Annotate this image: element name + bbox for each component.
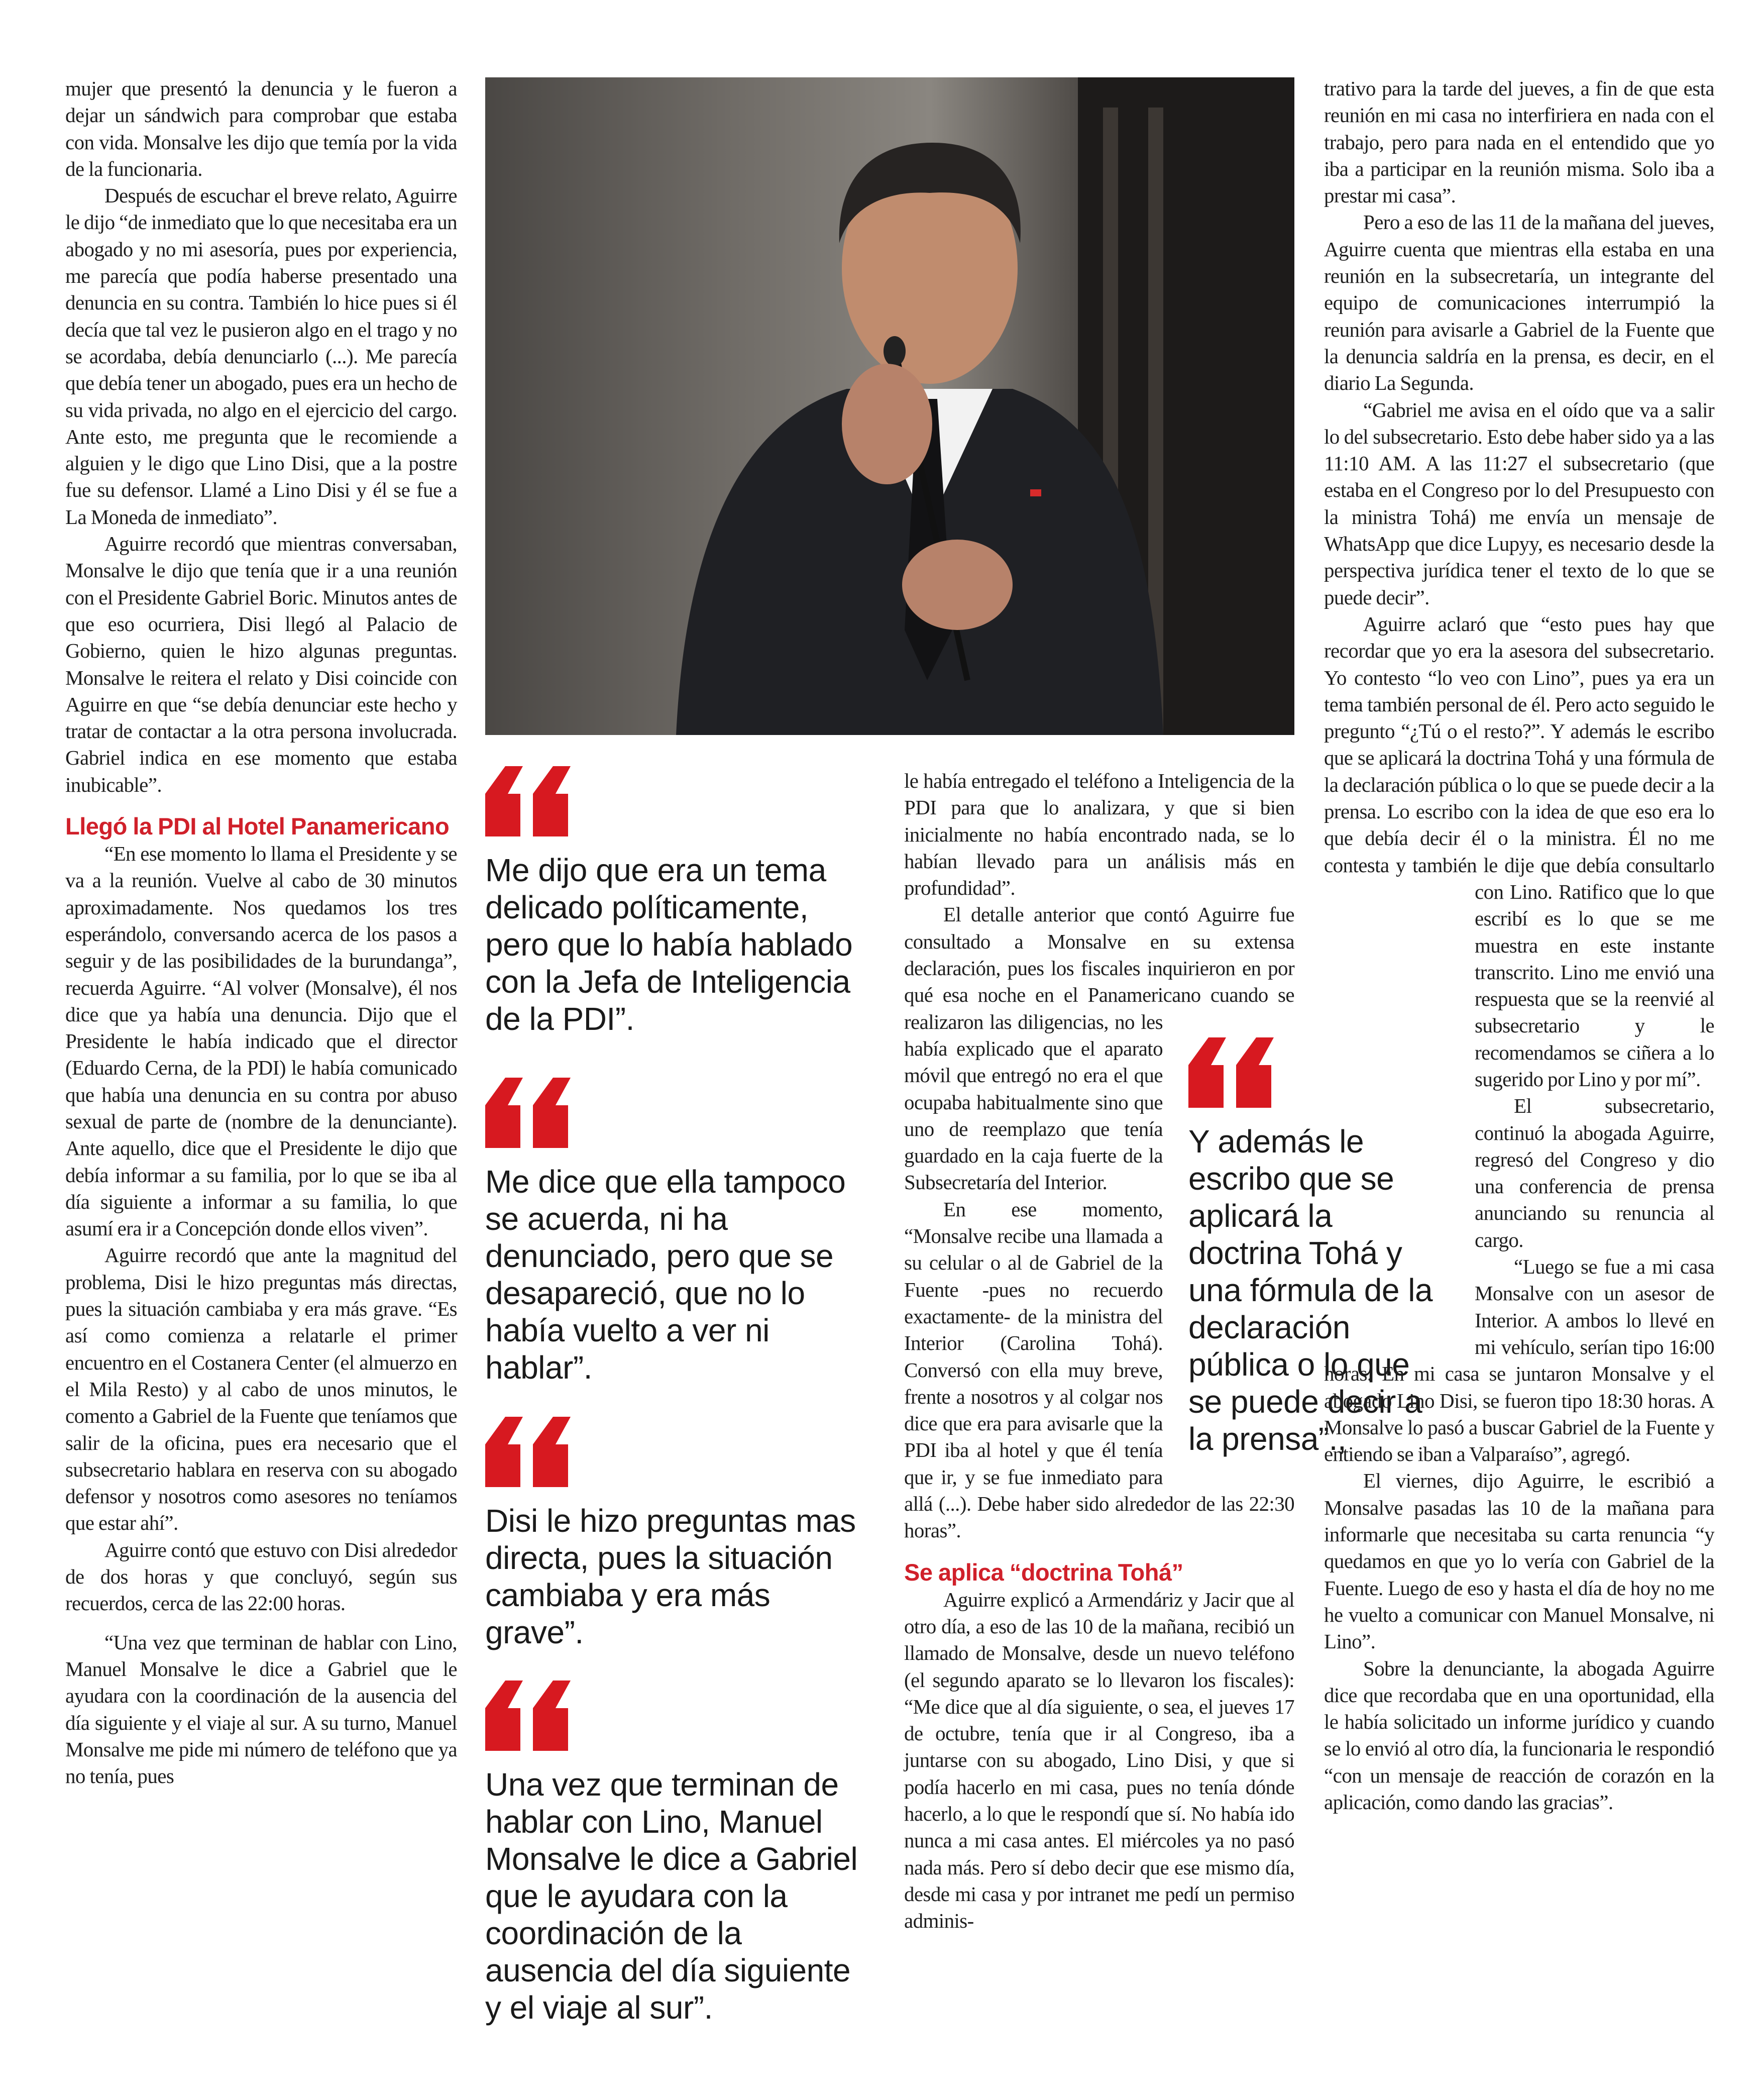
paragraph: “Una vez que terminan de hablar con Lino, Manuel Monsalve le dice a Gabriel que le ayudara con la coordinación de la ausencia del día siguiente y el viaje al sur. A su turno, Manuel Monsalve me pide mi número de teléfono que ya no tenía, pues bbox=[65, 1630, 457, 1788]
pull-quote-spacer bbox=[1324, 879, 1475, 1360]
paragraph: Aguirre recordó que ante la magnitud del problema, Disi le hizo preguntas más directas, pues la situación cambiaba y era más grave. “Es así como comienza a relatarle el primer encuentro en el Costanera Center (el almuerzo en el Mila Resto) y al cabo de unos minutos, le comento a Gabriel de la Fuente que teníamos que salir de la oficina, pues era necesario que el subsecretario hablara en reserva con su abogado defensor y nosotros como asesores no teníamos que estar ahí”. bbox=[65, 1243, 457, 1535]
paragraph: El viernes, dijo Aguirre, le escribió a Monsalve pasadas las 10 de la mañana para informarle que necesitaba su carta renuncia “y quedamos en que yo lo vería con Gabriel de la Fuente. Luego de eso y hasta el día de hoy no me he vuelto a comunicar con Manuel Monsalve, ni Lino”. bbox=[1324, 1469, 1714, 1653]
man-speaking-into-microphone-image bbox=[485, 77, 1294, 735]
pull-quote bbox=[485, 1681, 867, 2026]
pull-quote-text: Me dijo que era un tema delicado políticamente, pero que lo había hablado con la Jefa de Inteligencia de la PDI”. bbox=[485, 852, 853, 1037]
pull-quote bbox=[485, 1078, 867, 1386]
article-column-1 bbox=[65, 75, 457, 1790]
pull-quote-text: Disi le hizo preguntas mas directa, pues la situación cambiaba y era más grave”. bbox=[485, 1503, 856, 1650]
quote-mark-icon bbox=[485, 1681, 571, 1751]
paragraph: Después de escuchar el breve relato, Aguirre le dijo “de inmediato que lo que necesitaba era un abogado y no mi asesoría, pues por experiencia, me parecía que podía haberse presentado una denuncia en su contra. También lo hice pues si él decía que tal vez le pusieron algo en el trago y no se acordaba, debía denunciarlo (...). Me parecía que debía tener un abogado, pues era un hecho de su vida privada, no algo en el ejercicio del cargo. Ante esto, me pregunta que le recomiende a alguien y le digo que Lino Disi, que a la postre fue su defensor. Llamé a Lino Disi y él se fue a La Moneda de inmediato”. bbox=[65, 184, 457, 529]
article-column-4 bbox=[1324, 75, 1714, 1816]
paragraph-part: cuando se realizaron las diligencias, no les había explicado que el aparato móvil que entregó no era el que ocupaba habitualmente sino que uno de reemplazo que tenía guardado en la caja fuerte de la Subsecretaría del Interior. bbox=[904, 983, 1294, 1194]
paragraph: “Gabriel me avisa en el oído que va a salir lo del subsecretario. Esto debe haber sido ya a las 11:10 AM. A las 11:27 el subsecretario (que estaba en el Congreso por lo del Presupuesto con la ministra Tohá) me envía un mensaje de WhatsApp que dice Lupyy, es necesario desde la perspectiva jurídica tener el texto de lo que se puede decir”. bbox=[1324, 398, 1714, 609]
paragraph-part: El detalle anterior que contó Aguirre fue consultado a Monsalve en su extensa declaración, pues los fiscales inquirieron en por qué esa noche en el Panamericano bbox=[904, 903, 1294, 1007]
paragraph: Pero a eso de las 11 de la mañana del jueves, Aguirre cuenta que mientras ella estaba en una reunión en la subsecretaría, un integrante del equipo de comunicaciones interrumpió la reunión para avisarle a Gabriel de la Fuente que la denuncia saldría en la prensa, es decir, en el diario La Segunda. bbox=[1324, 211, 1714, 395]
paragraph bbox=[1324, 611, 1714, 1093]
paragraph: En ese momento, “Monsalve recibe una llamada a su celular o al de Gabriel de la Fuente -pues no recuerdo exactamente- de la ministra del Interior (Carolina Tohá). Conversó con ella muy breve, frente a nosotros y al colgar nos dice que era para avisarle que la PDI iba al hotel y que él tenía que ir, y se fue inmediato para allá (...). Debe haber sido alrededor de las 22:30 horas”. bbox=[904, 1197, 1294, 1542]
pull-quote-spacer bbox=[1163, 1009, 1294, 1490]
quote-mark-icon bbox=[485, 1078, 571, 1148]
paragraph: Sobre la denunciante, la abogada Aguirre dice que recordaba que en una oportunidad, ella le había solicitado un informe jurídico y cuando se lo envió al otro día, la funcionaria le respondió “con un mensaje de reacción de corazón en la aplicación, como dando las gracias”. bbox=[1324, 1656, 1714, 1814]
paragraph: Aguirre contó que estuvo con Disi alrededor de dos horas y que concluyó, según sus recuerdos, cerca de las 22:00 horas. bbox=[65, 1538, 457, 1615]
paragraph: “En ese momento lo llama el Presidente y se va a la reunión. Vuelve al cabo de 30 minutos aproximadamente. Nos quedamos los tres esperándolo, conversando acerca de los pasos a seguir y de las posibilidades de la burundanga”, recuerda Aguirre. “Al volver (Monsalve), él nos dice que ya había una denuncia. Dijo que el Presidente le había indicado que el director (Eduardo Cerna, de la PDI) le había comunicado que había una denuncia en su contra por abuso sexual de parte de (nombre de la denunciante). Ante aquello, dice que el Presidente le dijo que debía informar a su familia, por lo que se iba al día siguiente a informar a su familia, lo que asumí era ir a Concepción donde ellos viven”. bbox=[65, 842, 457, 1240]
pull-quote bbox=[485, 1417, 867, 1651]
pull-quote-text: Me dice que ella tampoco se acuerda, ni ha denunciado, pero que se desapareció, que no lo había vuelto a ver ni hablar”. bbox=[485, 1164, 846, 1386]
pull-quote-text: Una vez que terminan de hablar con Lino, Manuel Monsalve le dice a Gabriel que le ayudara con la coordinación de la ausencia del día siguiente y el viaje al sur”. bbox=[485, 1766, 858, 2026]
paragraph: trativo para la tarde del jueves, a fin de que esta reunión en mi casa no interfiriera en nada con el trabajo, pero para nada en el entendido que yo iba a participar en la reunión misma. Solo iba a prestar mi casa”. bbox=[1324, 77, 1714, 207]
pull-quote-text: Y además le escribo que se aplicará la doctrina Tohá y una fórmula de la declaración pública o lo que se puede decir a la prensa”., bbox=[1188, 1123, 1433, 1457]
pull-quote bbox=[485, 766, 867, 1037]
paragraph-part: Aguirre aclaró que “esto pues hay que recordar que yo era la asesora del subsecretario. Yo contesto “lo veo con Lino”, pues ya era un tema también personal de él. Pero acto seguido le pregunto “¿Tú o el resto?”. Y además le escribo que se aplicará la doctrina Tohá y una fórmula de la declaración pública o lo que se puede decir a la prensa. Lo escribo con la idea de que eso era lo que debía decir él o la ministra. Él no me contesta y también le dije que debía consultarlo con Lino. Ratifico que lo bbox=[1324, 612, 1714, 903]
paragraph: Aguirre explicó a Armendáriz y Jacir que al otro día, a eso de las 10 de la mañana, recibió un llamado de Monsalve, desde un nuevo teléfono (el segundo aparato se lo llevaron los fiscales): “Me dice que al día siguiente, o sea, el jueves 17 de octubre, tenía que ir al Congreso, iba a juntarse con su abogado, Lino Disi, y que si podía hacerlo en mi casa, pues no tenía dónde hacerlo, a lo que le respondí que sí. No había ido nunca a mi casa antes. El miércoles ya no pasó nada más. Pero sí debo decir que ese mismo día, desde mi casa y por intranet me pedí un permiso adminis- bbox=[904, 1588, 1294, 1933]
paragraph-part: que escribí es lo que se me muestra en este instante transcrito. Lino me envió una respuesta que se la reenvié al subsecretario y le recomendamos se ciñera a lo sugerido por Lino y por mí”. bbox=[1475, 880, 1714, 1091]
paragraph: le había entregado el teléfono a Inteligencia de la PDI para que lo analizara, y que si bien inicialmente no había encontrado nada, se lo habían llevado para un análisis más en profundidad”. bbox=[904, 769, 1294, 900]
paragraph: El subsecretario, continuó la abogada Aguirre, regresó del Congreso y dio una conferencia de prensa anunciando su renuncia al cargo. bbox=[1475, 1094, 1714, 1251]
paragraph: “Luego se fue a mi casa Monsalve con un asesor de Interior. A ambos lo llevé en mi vehículo, serían tipo 16:00 horas. En mi casa se juntaron Monsalve y el abogado Lino Disi, se fueron tipo 18:30 horas. A Monsalve lo pasó a buscar Gabriel de la Fuente y entiendo se iban a Valparaíso”, agregó. bbox=[1324, 1255, 1714, 1466]
quote-mark-icon bbox=[485, 1417, 571, 1487]
article-photo bbox=[485, 77, 1294, 735]
paragraph bbox=[904, 901, 1294, 1196]
quote-mark-icon bbox=[485, 766, 571, 836]
paragraph: Aguirre recordó que mientras conversaban, Monsalve le dijo que tenía que ir a una reunión con el Presidente Gabriel Boric. Minutos antes de que eso ocurriera, Disi llegó al Palacio de Gobierno, quien le hizo algunas preguntas. Monsalve le reitera el relato y Disi coincide con Aguirre en que “se debía denunciar este hecho y tratar de contactar a la otra persona involucrada. Gabriel indica en ese momento que estaba inubicable”. bbox=[65, 532, 457, 796]
article-column-3 bbox=[904, 768, 1294, 1934]
paragraph: mujer que presentó la denuncia y le fueron a dejar un sándwich para comprobar que estaba con vida. Monsalve les dijo que temía por la vida de la funcionaria. bbox=[65, 77, 457, 180]
section-heading: Se aplica “doctrina Tohá” bbox=[904, 1558, 1183, 1586]
section-heading: Llegó la PDI al Hotel Panamericano bbox=[65, 813, 450, 840]
